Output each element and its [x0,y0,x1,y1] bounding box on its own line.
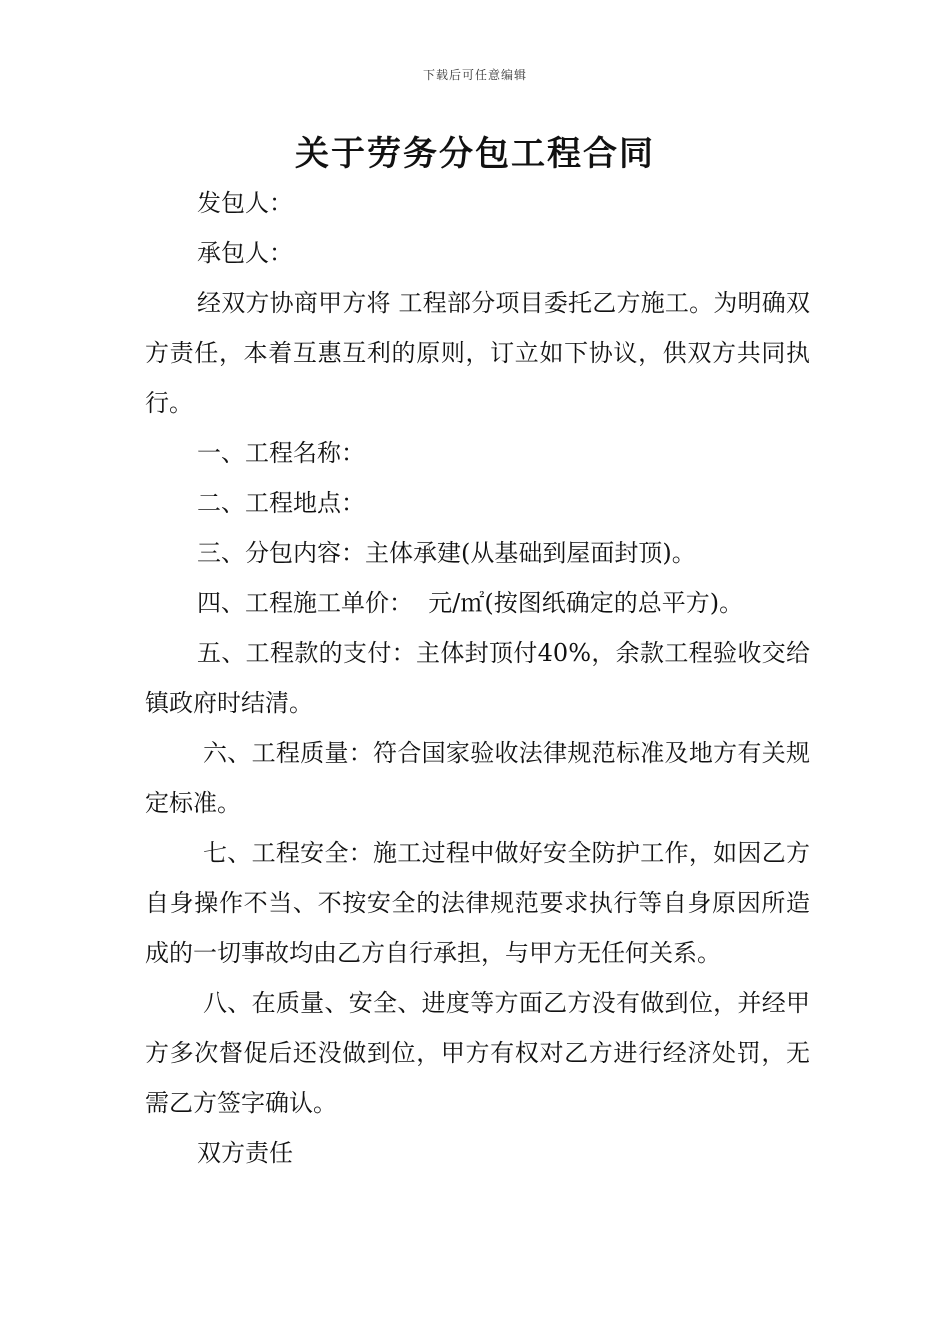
party-b-line: 承包人： [197,239,293,267]
document-title: 关于劳务分包工程合同 [295,134,655,174]
intro-paragraph: 经双方协商甲方将 工程部分项目委托乙方施工。为明确双方责任，本着互惠互利的原则，订立如下协议，供双方共同执行。 [145,289,810,417]
clause-3: 三、分包内容：主体承建(从基础到屋面封顶)。 [197,539,696,567]
party-a-line: 发包人： [197,189,293,217]
clause-5: 五、工程款的支付：主体封顶付40%，余款工程验收交给镇政府时结清。 [145,639,810,717]
document-body [145,178,810,1178]
clause-2: 二、工程地点： [197,489,365,517]
section-heading-responsibilities: 双方责任 [197,1139,293,1167]
clause-4: 四、工程施工单价： 元/㎡(按图纸确定的总平方)。 [197,589,744,617]
page-header-note: 下载后可任意编辑 [422,68,527,82]
clause-6: 六、工程质量：符合国家验收法律规范标准及地方有关规定标准。 [145,739,810,817]
clause-8: 八、在质量、安全、进度等方面乙方没有做到位，并经甲方多次督促后还没做到位，甲方有权对乙方进行经济处罚，无需乙方签字确认。 [145,989,810,1117]
clause-1: 一、工程名称： [197,439,365,467]
clause-7: 七、工程安全：施工过程中做好安全防护工作，如因乙方自身操作不当、不按安全的法律规范要求执行等自身原因所造成的一切事故均由乙方自行承担，与甲方无任何关系。 [145,839,810,967]
